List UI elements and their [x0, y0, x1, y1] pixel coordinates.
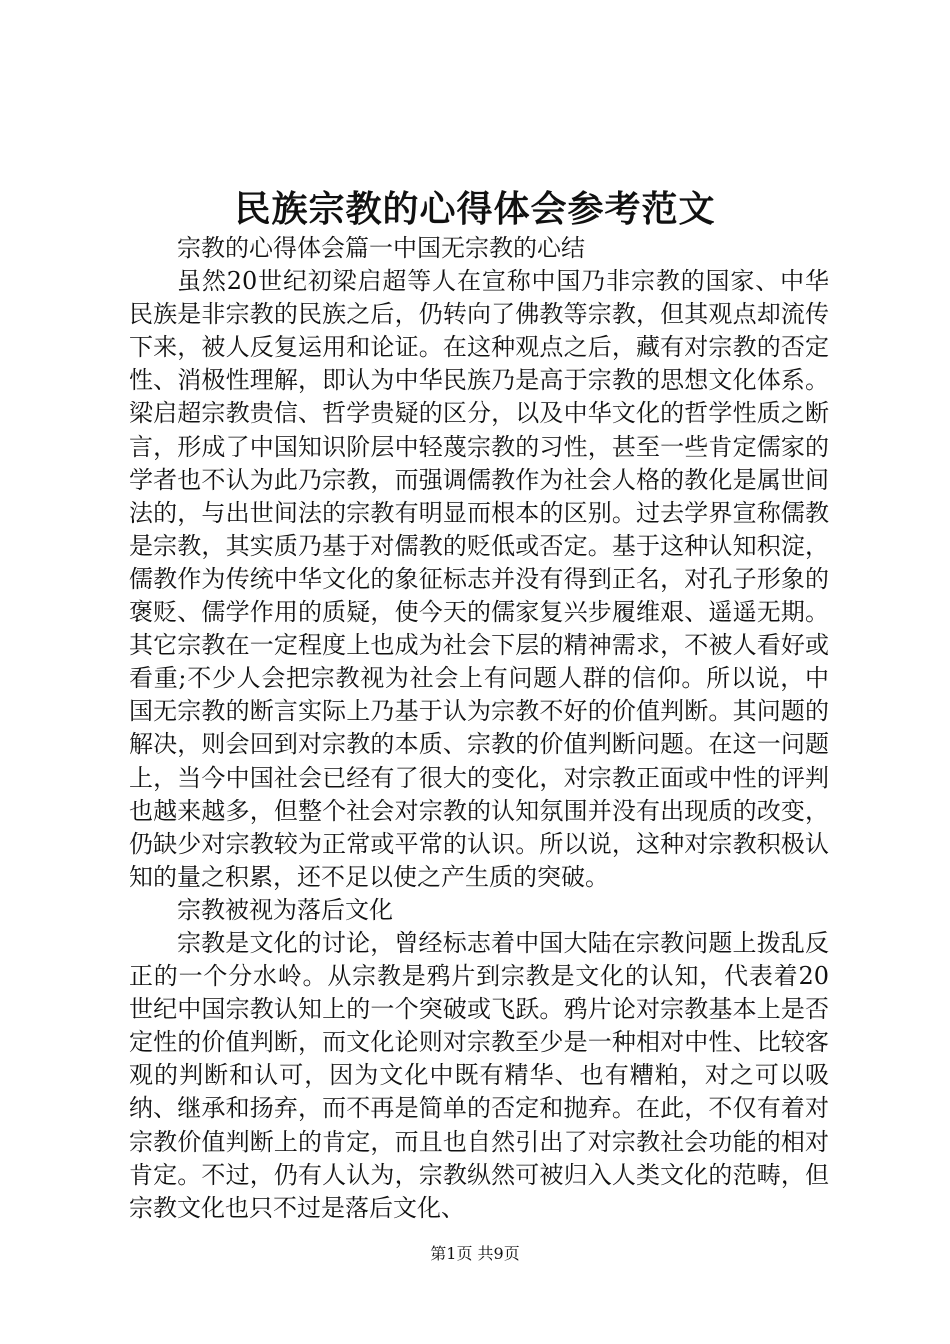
section-heading-2: 宗教被视为落后文化 [177, 895, 393, 924]
section-heading-1: 宗教的心得体会篇一中国无宗教的心结 [177, 234, 585, 262]
document-body [129, 232, 829, 1225]
paragraph-2: 宗教是文化的讨论，曾经标志着中国大陆在宗教问题上拨乱反正的一个分水岭。从宗教是鸦片到宗教是文化的认知，代表着20世纪中国宗教认知上的一个突破或飞跃。鸦片论对宗教基本上是否定性的价值判断，而文化论则对宗教至少是一种相对中性、比较客观的判断和认可，因为文化中既有精华、也有糟粕，对之可以吸纳、继承和扬弃，而不再是简单的否定和抛弃。在此，不仅有着对宗教价值判断上的肯定，而且也自然引出了对宗教社会功能的相对肯定。不过，仍有人认为，宗教纵然可被归入人类文化的范畴，但宗教文化也只不过是落后文化、 [129, 928, 829, 1222]
document-title: 民族宗教的心得体会参考范文 [234, 188, 716, 230]
page-footer: 第1页 共9页 [430, 1244, 520, 1263]
paragraph-1: 虽然20世纪初梁启超等人在宣称中国乃非宗教的国家、中华民族是非宗教的民族之后，仍转向了佛教等宗教，但其观点却流传下来，被人反复运用和论证。在这种观点之后，藏有对宗教的否定性、消极性理解，即认为中华民族乃是高于宗教的思想文化体系。梁启超宗教贵信、哲学贵疑的区分，以及中华文化的哲学性质之断言，形成了中国知识阶层中轻蔑宗教的习性，甚至一些肯定儒家的学者也不认为此乃宗教，而强调儒教作为社会人格的教化是属世间法的，与出世间法的宗教有明显而根本的区别。过去学界宣称儒教是宗教，其实质乃基于对儒教的贬低或否定。基于这种认知积淀，儒教作为传统中华文化的象征标志并没有得到正名，对孔子形象的褒贬、儒学作用的质疑，使今天的儒家复兴步履维艰、遥遥无期。其它宗教在一定程度上也成为社会下层的精神需求，不被人看好或看重;不少人会把宗教视为社会上有问题人群的信仰。所以说，中国无宗教的断言实际上乃基于认为宗教不好的价值判断。其问题的解决，则会回到对宗教的本质、宗教的价值判断问题。在这一问题上，当今中国社会已经有了很大的变化，对宗教正面或中性的评判也越来越多，但整个社会对宗教的认知氛围并没有出现质的改变，仍缺少对宗教较为正常或平常的认识。所以说，这种对宗教积极认知的量之积累，还不足以使之产生质的突破。 [129, 267, 829, 891]
